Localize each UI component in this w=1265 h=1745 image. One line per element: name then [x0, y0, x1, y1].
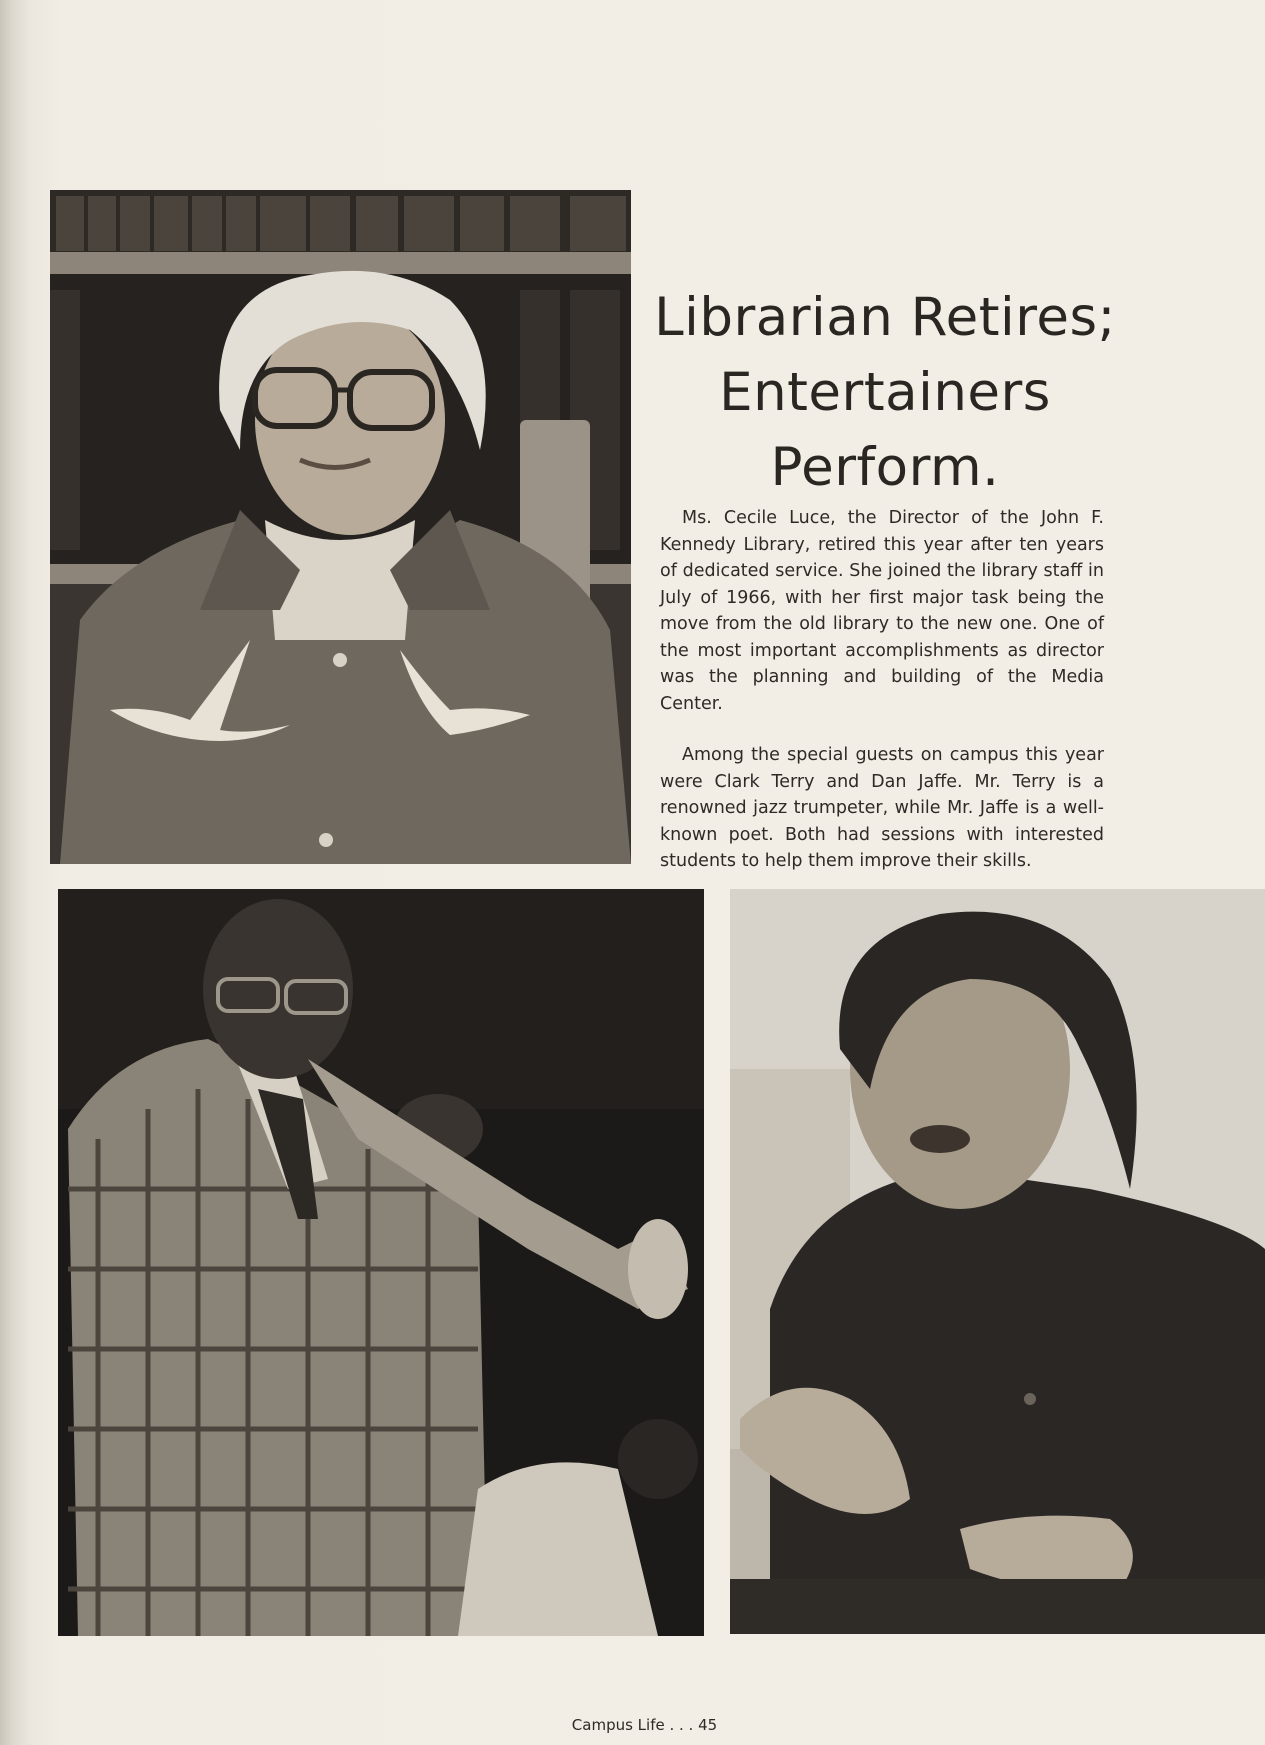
footer-label: Campus Life . . . 45	[571, 1716, 718, 1734]
headline-line-3: Perform.	[770, 437, 1000, 498]
headline-line-2: Entertainers	[719, 362, 1051, 423]
librarian-photo	[50, 190, 631, 864]
page-footer	[0, 1716, 1265, 1734]
article-paragraph: Among the special guests on campus this year were Clark Terry and Dan Jaffe. Mr. Terry is a renowned jazz trumpeter, while Mr. Jaffe is a well-known poet. Both had sessions with interested students to help them improve their skills.	[660, 745, 1104, 871]
article-paragraph: Ms. Cecile Luce, the Director of the John F. Kennedy Library, retired this year after ten years of dedicated service. She joined the library staff in July of 1966, with her first major task being the move from the old library to the new one. One of the most important accomplishments as director was the planning and building of the Media Center.	[660, 508, 1104, 714]
poet-photo	[730, 889, 1265, 1634]
article-body	[660, 505, 1104, 875]
trumpeter-photo	[58, 889, 704, 1636]
article-headline	[640, 280, 1130, 505]
headline-line-1: Librarian Retires;	[654, 287, 1116, 348]
